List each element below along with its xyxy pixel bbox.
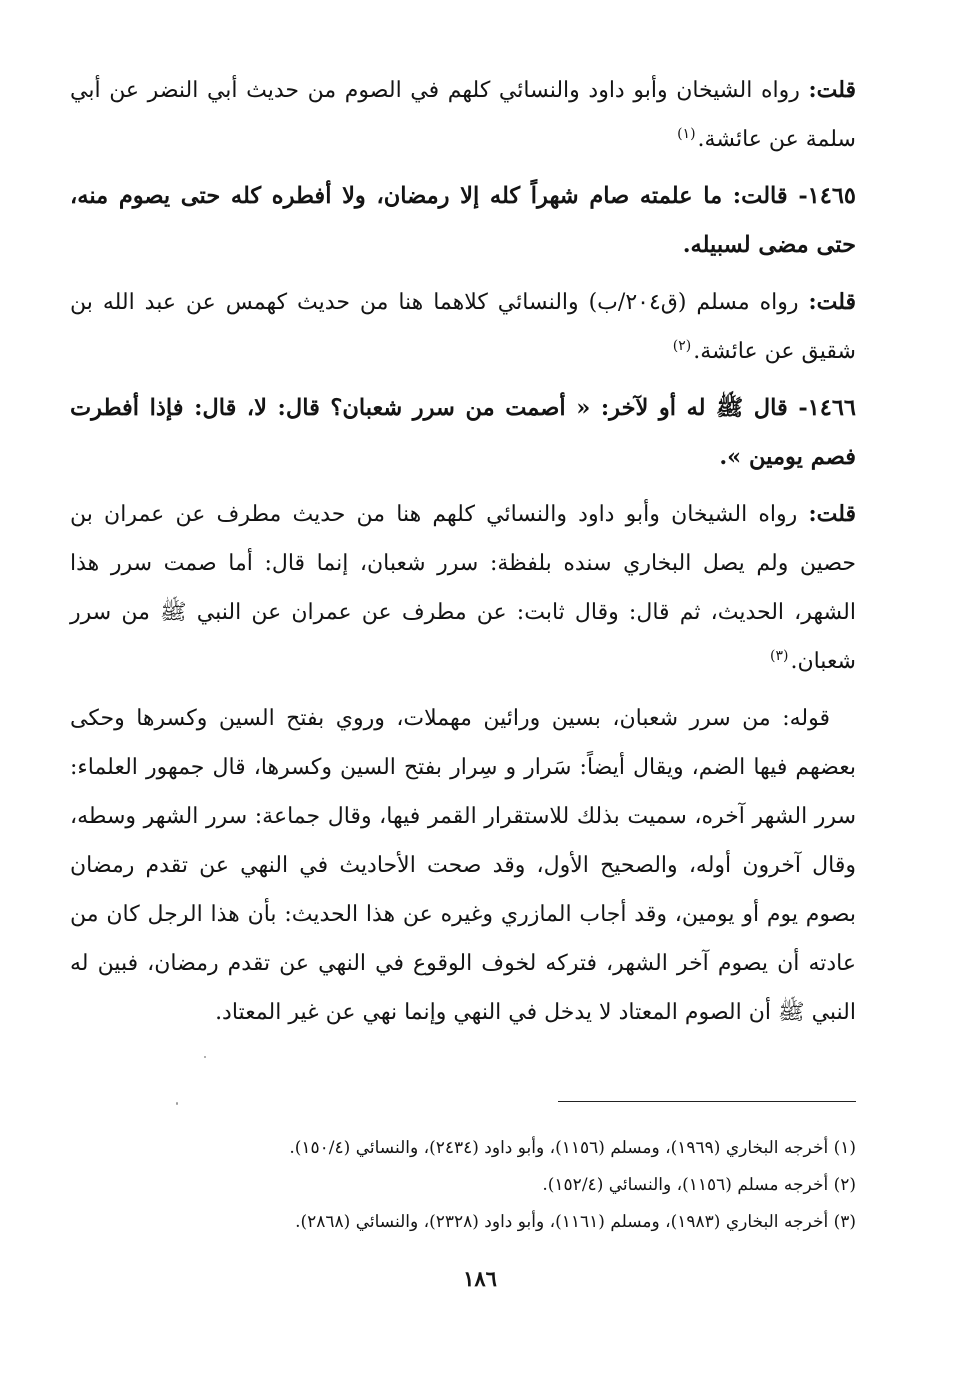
page-body xyxy=(70,66,856,1045)
paragraph-text: رواه الشيخان وأبو داود والنسائي كلهم هنا من حديث مطرف عن عمران بن حصين ولم يصل البخاري سنده بلفظة: سرر شعبان، إنما قال: أما صمت سرر هذا الشهر، الحديث، ثم قال: وقال ثابت: عن مطرف عن عمران عن النبي ﷺ من سرر شعبان. xyxy=(70,502,856,674)
hadith-text: ١٤٦٦- قال ﷺ له أو لآخر: « أصمت من سرر شعبان؟ قال: لا، قال: فإذا أفطرت فصم يومين ». xyxy=(70,395,856,470)
hadith-1465 xyxy=(70,172,856,270)
paragraph-text: قوله: من سرر شعبان، بسين ورائين مهملات، وروي بفتح السين وكسرها وحكى بعضهم فيها الضم، ويقال أيضاً: سَرار و سِرار بفتح السين وكسرها، قال جمهور العلماء: سرر الشهر آخره، سميت بذلك للاستقرار القمر فيها، وقال جماعة: سرر الشهر وسطه، وقال آخرون أوله، والصحيح الأول، وقد صحت الأحاديث في النهي عن تقدم رمضان بصوم يوم أو يومين، وقد أجاب المازري وغيره عن هذا الحديث: بأن هذا الرجل كان من عادته أن يصوم آخر الشهر، فتركه لخوف الوقوع في النهي عن تقدم رمضان، فبين له النبي ﷺ أن الصوم المعتاد لا يدخل في النهي وإنما نهي عن غير المعتاد. xyxy=(70,706,856,1025)
paragraph-explanation xyxy=(70,694,856,1037)
hadith-text: ١٤٦٥- قالت: ما علمته صام شهراً كله إلا رمضان، ولا أفطره كله حتى يصوم منه، حتى مضى لسبيله. xyxy=(70,183,856,258)
footnote-ref: (١) xyxy=(677,125,696,142)
scan-speck xyxy=(204,1056,206,1058)
hadith-1466 xyxy=(70,384,856,482)
scan-speck xyxy=(176,1102,178,1105)
paragraph-lead: قلت: xyxy=(808,501,856,527)
footnote-2: (٢) أخرجه مسلم (١١٥٦)، والنسائي (١٥٢/٤). xyxy=(542,1175,856,1195)
page-number: ١٨٦ xyxy=(463,1266,497,1291)
paragraph-commentary-1 xyxy=(70,66,856,164)
paragraph-commentary-2 xyxy=(70,278,856,376)
footnote-ref: (٢) xyxy=(672,337,692,354)
footnote-divider xyxy=(558,1101,856,1102)
paragraph-commentary-3 xyxy=(70,490,856,686)
footnote-ref: (٣) xyxy=(769,647,789,664)
paragraph-text: رواه الشيخان وأبو داود والنسائي كلهم في الصوم من حديث أبي النضر عن أبي سلمة عن عائشة. xyxy=(70,78,856,152)
footnote-3: (٣) أخرجه البخاري (١٩٨٣)، ومسلم (١١٦١)، وأبو داود (٢٣٢٨)، والنسائي (٢٨٦٨). xyxy=(295,1212,856,1232)
footnote-1: (١) أخرجه البخاري (١٩٦٩)، ومسلم (١١٥٦)، وأبو داود (٢٤٣٤)، والنسائي (١٥٠/٤). xyxy=(289,1138,856,1158)
footnotes xyxy=(80,1130,856,1241)
paragraph-lead: قلت: xyxy=(808,77,856,103)
paragraph-lead: قلت: xyxy=(808,289,856,315)
paragraph-text: رواه مسلم (ق٢٠٤/ب) والنسائي كلاهما هنا من حديث كهمس عن عبد الله بن شقيق عن عائشة. xyxy=(70,290,856,364)
